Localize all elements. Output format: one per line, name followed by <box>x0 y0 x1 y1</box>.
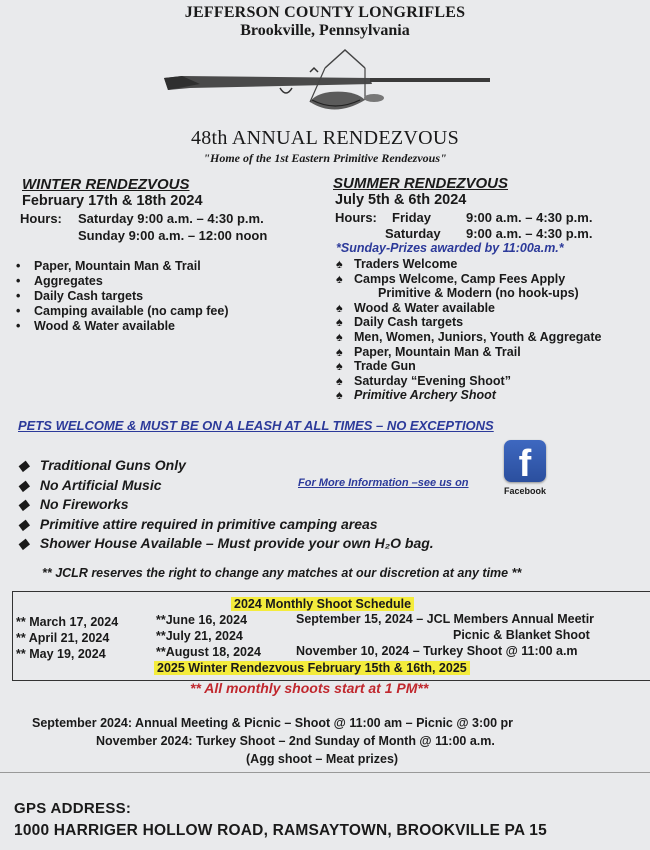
summer-hours-saturday-day: Saturday <box>385 226 441 241</box>
summer-hours-saturday-time: 9:00 a.m. – 4:30 p.m. <box>466 226 593 241</box>
list-item: **June 16, 2024 <box>156 613 248 627</box>
list-item: ♠ Traders Welcome <box>336 257 458 271</box>
list-item: ♠ Saturday “Evening Shoot” <box>336 373 511 388</box>
schedule-september: September 15, 2024 – JCL Members Annual Meetir <box>296 612 595 626</box>
list-item: • Aggregates <box>16 274 103 288</box>
event-tagline: "Home of the 1st Eastern Primitive Rendezvous" <box>203 151 447 165</box>
list-item: ♠ Men, Women, Juniors, Youth & Aggregate <box>336 329 602 344</box>
list-item: • Paper, Mountain Man & Trail <box>16 259 201 273</box>
list-item: • Camping available (no camp fee) <box>16 304 229 318</box>
list-item: **July 21, 2024 <box>156 629 243 643</box>
list-item: ◆ Primitive attire required in primitive camping areas <box>18 515 378 532</box>
list-item: ** March 17, 2024 <box>16 615 119 629</box>
winter-hours-saturday: Saturday 9:00 a.m. – 4:30 p.m. <box>78 211 264 226</box>
winter-dates: February 17th & 18th 2024 <box>22 193 203 209</box>
summer-heading: SUMMER RENDEZVOUS <box>333 175 509 192</box>
list-item: ♠ Wood & Water available <box>336 300 496 315</box>
more-info-link[interactable]: For More Information –see us on <box>298 477 469 489</box>
winter-hours-sunday: Sunday 9:00 a.m. – 12:00 noon <box>78 228 268 243</box>
pets-notice: PETS WELCOME & MUST BE ON A LEASH AT ALL TIMES – NO EXCEPTIONS <box>18 418 494 433</box>
longrifle-powder-horn-illustration <box>160 40 500 125</box>
divider <box>0 772 650 773</box>
schedule-november: November 10, 2024 – Turkey Shoot @ 11:00 a.m <box>296 644 578 658</box>
list-item: **August 18, 2024 <box>156 645 261 659</box>
summer-hours-friday-day: Friday <box>392 210 432 225</box>
summer-hours-friday-time: 9:00 a.m. – 4:30 p.m. <box>466 210 593 225</box>
winter-list <box>16 259 229 334</box>
reserve-note: ** JCLR reserves the right to change any matches at our discretion at any time ** <box>42 566 522 580</box>
list-item: • Daily Cash targets <box>16 289 144 303</box>
schedule-picnic: Picnic & Blanket Shoot <box>453 628 590 642</box>
schedule-column-2 <box>156 612 261 660</box>
schedule-heading: 2024 Monthly Shoot Schedule <box>231 597 414 611</box>
schedule-column-1 <box>16 614 118 662</box>
gps-label: GPS ADDRESS: <box>14 800 132 817</box>
list-item: ♠ Paper, Mountain Man & Trail <box>336 344 521 359</box>
list-item: ** May 19, 2024 <box>16 647 106 661</box>
summer-list <box>336 257 601 403</box>
event-title: 48th ANNUAL RENDEZVOUS <box>190 127 460 149</box>
club-name: JEFFERSON COUNTY LONGRIFLES <box>184 4 466 21</box>
summer-dates: July 5th & 6th 2024 <box>335 192 467 208</box>
winter-hours-label: Hours: <box>20 211 62 226</box>
meeting-september: September 2024: Annual Meeting & Picnic – Shoot @ 11:00 am – Picnic @ 3:00 pr <box>32 716 514 730</box>
list-item: ◆ No Artificial Music <box>18 476 162 493</box>
list-item: ♠ Camps Welcome, Camp Fees Apply <box>336 271 566 286</box>
list-item: ♠ Primitive Archery Shoot <box>336 388 496 403</box>
list-item: ♠ Daily Cash targets <box>336 315 464 330</box>
rules-list <box>18 456 434 554</box>
meeting-november: November 2024: Turkey Shoot – 2nd Sunday of Month @ 11:00 a.m. <box>96 734 495 748</box>
summer-hours-label: Hours: <box>335 210 377 225</box>
facebook-label: Facebook <box>504 486 547 496</box>
club-city: Brookville, Pennsylvania <box>240 22 410 39</box>
schedule-winter-2025: 2025 Winter Rendezvous February 15th & 16th, 2025 <box>154 661 470 675</box>
list-item: • Wood & Water available <box>16 319 176 333</box>
summer-prizes-note: *Sunday-Prizes awarded by 11:00a.m.* <box>336 241 564 255</box>
list-item: ** April 21, 2024 <box>16 631 110 645</box>
list-item: ◆ No Fireworks <box>18 496 129 512</box>
list-item: ♠ Trade Gun <box>336 359 416 374</box>
list-item: Primitive & Modern (no hook-ups) <box>378 286 579 301</box>
gps-address: 1000 HARRIGER HOLLOW ROAD, RAMSAYTOWN, BROOKVILLE PA 15 <box>14 822 547 839</box>
facebook-icon[interactable]: f <box>504 440 546 482</box>
list-item: ◆ Shower House Available – Must provide your own H₂O bag. <box>18 535 434 551</box>
meeting-agg-note: (Agg shoot – Meat prizes) <box>246 752 399 766</box>
list-item: ◆ Traditional Guns Only <box>18 457 186 473</box>
winter-heading: WINTER RENDEZVOUS <box>22 176 190 193</box>
schedule-start-note: ** All monthly shoots start at 1 PM** <box>190 680 429 696</box>
